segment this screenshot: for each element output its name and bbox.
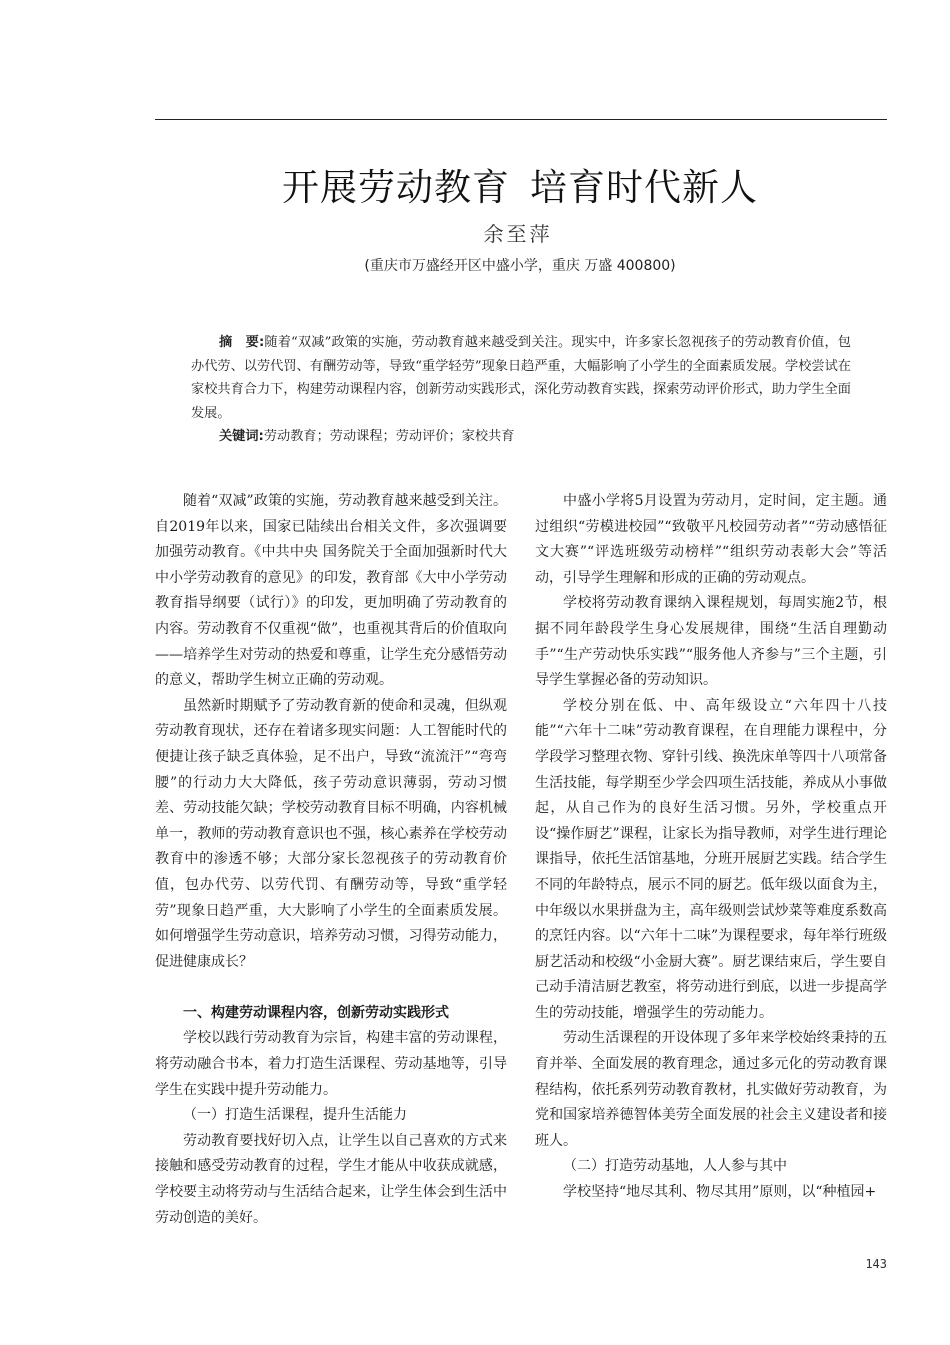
body-paragraph: 中盛小学将5月设置为劳动月，定时间，定主题。通过组织“劳模进校园”“致敬平凡校园劳动者”“劳动感悟征文大赛”“评选班级劳动榜样”“组织劳动表彰大会”等活动，引导学生理解和形成的正确的劳动观点。 [535, 493, 887, 586]
author-name: 余至萍 [483, 222, 553, 246]
keywords-label: 关键词: [219, 429, 264, 444]
body-paragraph: 学校坚持“地尽其利、物尽其用”原则，以“种植园+ [563, 1184, 877, 1201]
body-paragraph: 随着“双减”政策的实施，劳动教育越来越受到关注。自2019年以来，国家已陆续出台相关文件，多次强调要加强劳动教育。《中共中央 国务院关于全面加强新时代大中小学劳动教育的意见》的印发，教育部《大中小学劳动教育指导纲要（试行）》的印发，更加明确了劳动教育的内容。劳动教育不仅重视“做”，也重视其背后的价值取向——培养学生对劳动的热爱和尊重，让学生充分感悟劳动的意义，帮助学生树立正确的劳动观。 [155, 493, 507, 689]
author-affiliation: (重庆市万盛经开区中盛小学，重庆 万盛 400800) [364, 258, 676, 274]
body-paragraph: 劳动生活课程的开设体现了多年来学校始终秉持的五育并举、全面发展的教育理念，通过多元化的劳动教育课程结构，依托系列劳动教育教材，扎实做好劳动教育，为党和国家培养德智体美劳全面发展的社会主义建设者和接班人。 [535, 1030, 887, 1149]
header-rule [155, 119, 887, 120]
body-paragraph: 劳动教育要找好切入点，让学生以自己喜欢的方式来接触和感受劳动教育的过程，学生才能从中收获成就感，学校要主动将劳动与生活结合起来，让学生体会到生活中劳动创造的美好。 [155, 1132, 507, 1226]
abstract-block [191, 331, 851, 449]
keywords-paragraph [191, 425, 851, 449]
abstract-label: 摘 要: [219, 335, 265, 350]
body-paragraph: 学校将劳动教育课纳入课程规划，每周实施2节，根据不同年龄段学生身心发展规律，围绕“生活自理勤动手”“生产劳动快乐实践”“服务他人齐参与”三个主题，引导学生掌握必备的劳动知识。 [535, 595, 887, 689]
body-paragraph: 学校以践行劳动教育为宗旨，构建丰富的劳动课程，将劳动融合书本，着力打造生活课程、劳动基地等，引导学生在实践中提升劳动能力。 [155, 1030, 507, 1098]
abstract-text: 随着“双减”政策的实施，劳动教育越来越受到关注。现实中，许多家长忽视孩子的劳动教育价值，包办代劳、以劳代罚、有酬劳动等，导致“重学轻劳”现象日趋严重，大幅影响了小学生的全面素质发展。学校尝试在家校共育合力下，构建劳动课程内容，创新劳动实践形式，深化劳动教育实践，探索劳动评价形式，助力学生全面发展。 [191, 335, 851, 421]
page-number: 143 [865, 1257, 887, 1271]
body-paragraph: 虽然新时期赋予了劳动教育新的使命和灵魂，但纵观劳动教育现状，还存在着诸多现实问题：人工智能时代的便捷让孩子缺乏真体验，足不出户，导致“流流汗”“弯弯腰”的行动力大大降低，孩子劳动意识薄弱，劳动习惯差、劳动技能欠缺；学校劳动教育目标不明确，内容机械单一，教师的劳动教育意识也不强，核心素养在学校劳动教育中的渗透不够；大部分家长忽视孩子的劳动教育价值，包办代劳、以劳代罚、有酬劳动等，导致“重学轻劳”现象日趋严重，大大影响了小学生的全面素质发展。如何增强学生劳动意识，培养劳动习惯，习得劳动能力，促进健康成长？ [155, 697, 507, 970]
keywords-text: 劳动教育；劳动课程；劳动评价；家校共育 [263, 429, 515, 444]
abstract-paragraph [191, 331, 851, 425]
body-paragraph: 学校分别在低、中、高年级设立“六年四十八技能”“六年十二味”劳动教育课程，在自理能力课程中，分学段学习整理衣物、穿针引线、换洗床单等四十八项常备生活技能，每学期至少学会四项生活技能，养成从小事做起，从自己作为的良好生活习惯。另外，学校重点开设“操作厨艺”课程，让家长为指导教师，对学生进行理论课指导，依托生活馆基地，分班开展厨艺实践。结合学生不同的年龄特点，展示不同的厨艺。低年级以面食为主，中年级以水果拼盘为主，高年级则尝试炒菜等难度系数高的烹饪内容。以“六年十二味”为课程要求，每年举行班级厨艺活动和校级“小金厨大赛”。厨艺课结束后，学生要自己动手清洁厨艺教室，将劳动进行到底，以进一步提高学生的劳动技能，增强学生的劳动能力。 [535, 697, 887, 1021]
left-column [155, 489, 507, 1231]
right-column [535, 489, 887, 1206]
subsection-heading: （一）打造生活课程，提升生活能力 [183, 1107, 407, 1124]
title-part-2: 培育时代新人 [530, 166, 758, 209]
article-title [0, 157, 950, 211]
section-heading: 一、构建劳动课程内容，创新劳动实践形式 [183, 1004, 449, 1021]
subsection-heading: （二）打造劳动基地，人人参与其中 [563, 1158, 787, 1175]
title-part-1: 开展劳动教育 [282, 166, 510, 209]
